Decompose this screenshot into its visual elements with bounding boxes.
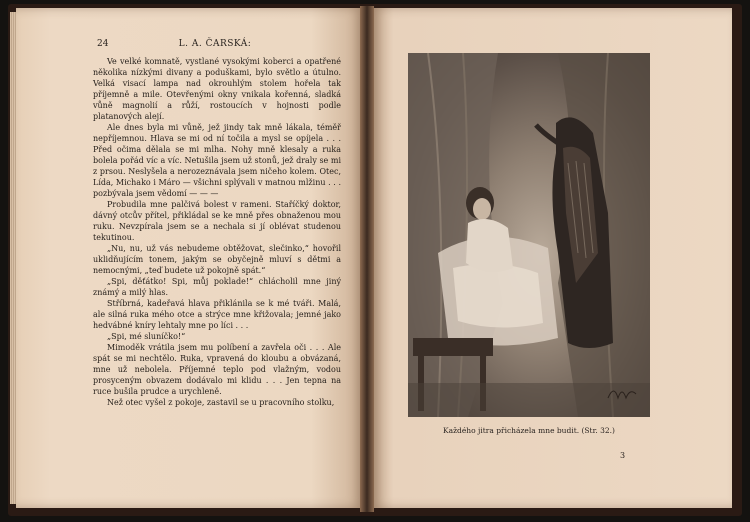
paragraph: Mimoděk vrátila jsem mu políbení a zavřela oči . . . Ale spát se mi nechtělo. Ruka, vpravená do kloubu a obvázaná, mne už nebolela. Příjemné teplo pod vlažným, vodou prosyceným obvazem dodávalo mi klidu . . . Jen tepna na ruce bušila prudce a urychleně.: [93, 343, 341, 396]
left-page-number: 24: [97, 39, 109, 49]
right-page-number: 3: [620, 451, 626, 460]
paragraph: „Spi, děťátko! Spi, můj poklade!“ chlácholil mne jiný známý a milý hlas.: [93, 277, 341, 297]
paragraph: Ve velké komnatě, vystlané vysokými koberci a opatřené několika nízkými divany a poduškami, bylo světlo a útulno. Velká visací lampa nad okrouhlým stolem hořela tak příjemně a mile. Otevřenými okny vnikala kořenná, sladká vůně magnolií a růží, rostoucích v hojnosti podle platanových alejí.: [93, 57, 341, 121]
paragraph: Probudila mne palčivá bolest v rameni. Staříčký doktor, dávný otcův přítel, přikládal se ke mně přes obnaženou mou ruku. Nevzpírala jsem se a nechala si jí oblévat studenou tekutinou.: [93, 200, 341, 242]
paragraph: Než otec vyšel z pokoje, zastavil se u pracovního stolku,: [107, 398, 335, 407]
body-text: [93, 56, 341, 408]
paragraph: „Spi, mé sluníčko!“: [107, 332, 186, 341]
paragraph: Stříbrná, kadeřavá hlava přiklánila se k mé tváři. Malá, ale silná ruka mého otce a strýce mne křižovala; jemné jako hedvábné kníry lehtaly mne po líci . . .: [93, 299, 341, 330]
book-gutter: [360, 6, 374, 512]
paragraph: Ale dnes byla mi vůně, jež jindy tak mně lákala, téměř nepříjemnou. Hlava se mi od ní točila a mysl se opíjela . . . Před očima dělala se mi mlha. Nohy mně klesaly a ruka bolela pořád víc a víc. Netušila jsem už stonů, jež draly se mi z prsou. Neslyšela a nerozeznávala jsem ničeho kolem. Otec, Lída, Michako i Máro — všichni splývali v matnou mlžinu . . . pozbývala jsem vědomí — — —: [93, 123, 341, 198]
running-head: L. A. ČARSKÁ:: [178, 39, 252, 49]
illustration-drawing: [408, 53, 650, 417]
illustration-caption: Každého jitra přicházela mne budit. (Str. 32.): [443, 426, 615, 435]
illustration-plate: [408, 53, 650, 417]
paragraph: „Nu, nu, už vás nebudeme obtěžovat, slečinko,“ hovořil uklidňujícím tonem, jakým se obyčejně mluví s dětmi a nemocnými, „teď budete už pokojně spát.“: [93, 244, 341, 275]
